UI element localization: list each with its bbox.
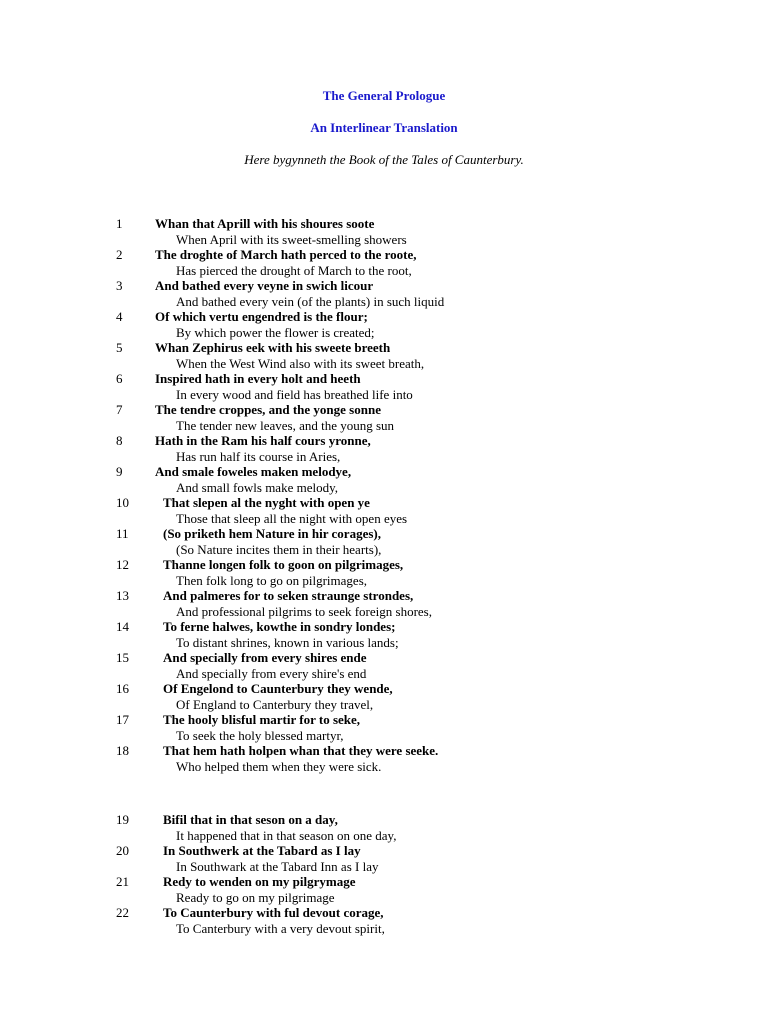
line-number: 2 [116, 247, 123, 262]
translation-text: When the West Wind also with its sweet breath, [176, 356, 425, 371]
incipit: Here bygynneth the Book of the Tales of Caunterbury. [244, 152, 524, 167]
verse-line [0, 433, 768, 464]
translation-text: And professional pilgrims to seek foreign shores, [176, 604, 432, 619]
translation-text: In every wood and field has breathed life into [176, 387, 413, 402]
verse-line [0, 905, 768, 936]
line-number: 20 [116, 843, 129, 858]
verse-line [0, 371, 768, 402]
page-subtitle: An Interlinear Translation [310, 120, 458, 135]
verse-line [0, 247, 768, 278]
original-text: Whan Zephirus eek with his sweete breeth [155, 340, 391, 355]
translation-text: Ready to go on my pilgrimage [176, 890, 335, 905]
verse-line [0, 340, 768, 371]
line-number: 17 [116, 712, 129, 727]
original-text: Hath in the Ram his half cours yronne, [155, 433, 371, 448]
original-text: The hooly blisful martir for to seke, [163, 712, 361, 727]
original-text: And palmeres for to seken straunge strondes, [163, 588, 414, 603]
verse-line [0, 681, 768, 712]
line-number: 21 [116, 874, 129, 889]
verse-line [0, 619, 768, 650]
line-number: 13 [116, 588, 129, 603]
line-number: 1 [116, 216, 123, 231]
line-number: 9 [116, 464, 123, 479]
verse-line [0, 402, 768, 433]
translation-text: And bathed every vein (of the plants) in such liquid [176, 294, 445, 309]
original-text: (So priketh hem Nature in hir corages), [163, 526, 381, 541]
line-number: 22 [116, 905, 129, 920]
original-text: To Caunterbury with ful devout corage, [163, 905, 384, 920]
original-text: Of which vertu engendred is the flour; [155, 309, 368, 324]
verse-line [0, 712, 768, 743]
translation-text: Who helped them when they were sick. [176, 759, 382, 774]
line-number: 18 [116, 743, 129, 758]
line-number: 12 [116, 557, 129, 572]
original-text: Of Engelond to Caunterbury they wende, [163, 681, 393, 696]
original-text: And specially from every shires ende [163, 650, 367, 665]
original-text: That slepen al the nyght with open ye [163, 495, 370, 510]
translation-text: The tender new leaves, and the young sun [176, 418, 395, 433]
translation-text: Then folk long to go on pilgrimages, [176, 573, 368, 588]
original-text: Thanne longen folk to goon on pilgrimages, [163, 557, 404, 572]
line-number: 15 [116, 650, 129, 665]
verse-line [0, 588, 768, 619]
verse-line [0, 216, 768, 247]
verse-line [0, 557, 768, 588]
translation-text: Of England to Canterbury they travel, [176, 697, 374, 712]
translation-text: And small fowls make melody, [176, 480, 338, 495]
verse-line [0, 495, 768, 526]
line-number: 4 [116, 309, 123, 324]
line-number: 16 [116, 681, 129, 696]
verse-line [0, 812, 768, 843]
verse-line [0, 309, 768, 340]
translation-text: When April with its sweet-smelling showers [176, 232, 407, 247]
original-text: Inspired hath in every holt and heeth [155, 371, 361, 386]
translation-text: In Southwark at the Tabard Inn as I lay [176, 859, 379, 874]
verse-line [0, 278, 768, 309]
verse-line [0, 650, 768, 681]
verse-line [0, 843, 768, 874]
translation-text: And specially from every shire's end [176, 666, 367, 681]
translation-text: Has run half its course in Aries, [176, 449, 341, 464]
line-number: 5 [116, 340, 123, 355]
translation-text: To distant shrines, known in various lands; [176, 635, 399, 650]
line-number: 14 [116, 619, 129, 634]
original-text: Whan that Aprill with his shoures soote [155, 216, 375, 231]
line-number: 19 [116, 812, 129, 827]
translation-text: Those that sleep all the night with open eyes [176, 511, 408, 526]
translation-text: It happened that in that season on one day, [176, 828, 397, 843]
original-text: That hem hath holpen whan that they were seeke. [163, 743, 439, 758]
translation-text: (So Nature incites them in their hearts), [176, 542, 382, 557]
original-text: The tendre croppes, and the yonge sonne [155, 402, 381, 417]
translation-text: To Canterbury with a very devout spirit, [176, 921, 385, 936]
verse-line [0, 874, 768, 905]
verse-line [0, 743, 768, 774]
original-text: The droghte of March hath perced to the roote, [155, 247, 417, 262]
line-number: 3 [116, 278, 123, 293]
original-text: And smale foweles maken melodye, [155, 464, 352, 479]
translation-text: By which power the flower is created; [176, 325, 375, 340]
verse-line [0, 464, 768, 495]
original-text: And bathed every veyne in swich licour [155, 278, 374, 293]
original-text: To ferne halwes, kowthe in sondry londes; [163, 619, 396, 634]
original-text: Redy to wenden on my pilgrymage [163, 874, 356, 889]
line-number: 8 [116, 433, 123, 448]
original-text: In Southwerk at the Tabard as I lay [163, 843, 361, 858]
original-text: Bifil that in that seson on a day, [163, 812, 338, 827]
translation-text: Has pierced the drought of March to the root, [176, 263, 412, 278]
line-number: 7 [116, 402, 123, 417]
line-number: 11 [116, 526, 129, 541]
line-number: 10 [116, 495, 129, 510]
verse-line [0, 526, 768, 557]
page-title: The General Prologue [322, 88, 446, 103]
line-number: 6 [116, 371, 123, 386]
translation-text: To seek the holy blessed martyr, [176, 728, 344, 743]
